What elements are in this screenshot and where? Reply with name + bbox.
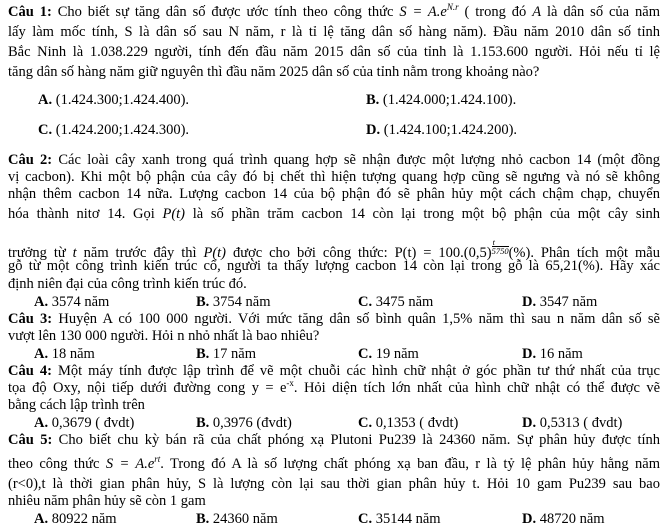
q1-formula: $S = A.e^{N.r}$ xyxy=(399,2,459,20)
q3-option-a: A. 18 năm xyxy=(34,346,95,362)
q2-option-b: B. 3754 năm xyxy=(196,294,271,310)
q2-line-7: định niên đại của công trình kiến trúc đó. xyxy=(8,276,247,292)
q2-line-3: nhận thêm cacbon 14 nữa. Lượng cacbon 14 của bộ phận đó sẽ phân hủy một cách chậm chạp, chuyển xyxy=(8,186,660,202)
q1-option-b: B. (1.424.000;1.424.100). xyxy=(366,92,517,108)
q5-line-2: theo công thức $S = A.e^{rt}$. Trong đó A là số lượng chất phóng xạ ban đầu, r là tỷ lệ phân hủy hằng năm xyxy=(8,454,660,472)
q1-option-d: D. (1.424.100;1.424.200). xyxy=(366,122,518,138)
q3-option-d: D. 16 năm xyxy=(522,346,583,362)
q5-line-4: nhiêu năm phân hủy sẽ còn 1 gam xyxy=(8,493,206,509)
q3-option-c: C. 19 năm xyxy=(358,346,419,362)
q4-line-1: Câu 4: Một máy tính được lập trình để vẽ một chuỗi các hình chữ nhật ở góc phần tư thứ nhất của trục xyxy=(8,363,660,379)
q2-line-2: vị cacbon). Khi một bộ phận của cây đó bị chết thì hiện tượng quang hợp cũng sẽ ngưng và nó sẽ không xyxy=(8,169,660,185)
q5-option-c: C. 35144 năm xyxy=(358,511,441,527)
q2-label: Câu 2: xyxy=(8,152,53,168)
q1-line-2: lấy làm mốc tính, S là dân số sau N năm, r là tỉ lệ tăng dân số hàng năm). Đầu năm 2010 dân số tỉnh xyxy=(8,24,660,40)
q5-formula: $S = A.e^{rt}$ xyxy=(105,454,161,472)
q4-option-d: D. 0,5313 ( đvdt) xyxy=(522,415,623,431)
q2-line-6: gỗ từ một công trình kiến trúc cổ, người ta thấy lượng cacbon 14 còn lại trong gỗ là 65,21(%). Hãy xác xyxy=(8,258,660,274)
q1-option-c: C. (1.424.200;1.424.300). xyxy=(38,122,190,138)
q4-option-a: A. 0,3679 ( đvdt) xyxy=(34,415,135,431)
q2-line-4: hóa thành nitơ 14. Gọi P(t) là số phần trăm cacbon 14 còn lại trong một bộ phận của một cây sinh xyxy=(8,206,660,222)
q2-option-d: D. 3547 năm xyxy=(522,294,598,310)
q3-line-1: Câu 3: Huyện A có 100 000 người. Với mức tăng dân số bình quân 1,5% năm thì sau n năm dân số sẽ xyxy=(8,311,660,327)
q4-option-c: C. 0,1353 ( đvdt) xyxy=(358,415,459,431)
q4-line-2: tọa độ Oxy, nội tiếp dưới đường cong $y = e^{-x}$. Hỏi diện tích lớn nhất của hình chữ nhật có thể được vẽ xyxy=(8,378,661,396)
q1-option-a: A. (1.424.300;1.424.400). xyxy=(38,92,190,108)
q1-line-1: Câu 1: Cho biết sự tăng dân số được ước tính theo công thức $S = A.e^{N.r}$ ( trong đó A là dân số của năm xyxy=(8,2,660,20)
q5-option-d: D. 48720 năm xyxy=(522,511,605,527)
q2-line-5: trưởng từ t năm trước đây thì P(t) được cho bởi công thức: P(t) = 100.(0,5) $\frac{t}{5750}$ (%). Phân tích một mẫu xyxy=(8,237,660,261)
q4-line-3: bằng cách lập trình trên xyxy=(8,397,145,413)
q3-line-2: vượt lên 130 000 người. Hỏi n nhỏ nhất là bao nhiêu? xyxy=(8,328,320,344)
q5-label: Câu 5: xyxy=(8,432,53,448)
q5-option-a: A. 80922 năm xyxy=(34,511,117,527)
q5-line-1: Câu 5: Cho biết chu kỳ bán rã của chất phóng xạ Plutoni Pu239 là 24360 năm. Sự phân hủy được tính xyxy=(8,432,661,448)
q1-label: Câu 1: xyxy=(8,4,52,20)
q5-option-b: B. 24360 năm xyxy=(196,511,278,527)
q4-label: Câu 4: xyxy=(8,363,52,379)
q3-label: Câu 3: xyxy=(8,311,53,327)
q4-option-b: B. 0,3976 (đvdt) xyxy=(196,415,292,431)
q3-option-b: B. 17 năm xyxy=(196,346,257,362)
q5-line-3: (r<0),t là thời gian phân hủy, S là lượng còn lại sau thời gian phân hủy t. Hỏi 10 gam Pu239 sau bao xyxy=(8,476,660,492)
q2-formula: P(t) = 100.(0,5) $\frac{t}{5750}$ (%) xyxy=(394,237,531,261)
q1-line-4: tăng dân số hàng năm giữ nguyên thì đầu năm 2025 dân số của tỉnh nằm trong khoảng nào? xyxy=(8,64,540,80)
q2-option-c: C. 3475 năm xyxy=(358,294,434,310)
q2-option-a: A. 3574 năm xyxy=(34,294,110,310)
q1-line-3: Bắc Ninh là 1.038.229 người, tính đến đầu năm 2015 dân số của tỉnh là 1.153.600 người. Hỏi nếu tỉ lệ xyxy=(8,44,660,60)
q2-line-1: Câu 2: Các loài cây xanh trong quá trình quang hợp sẽ nhận được một lượng nhỏ cacbon 14 (một đồng xyxy=(8,152,660,168)
